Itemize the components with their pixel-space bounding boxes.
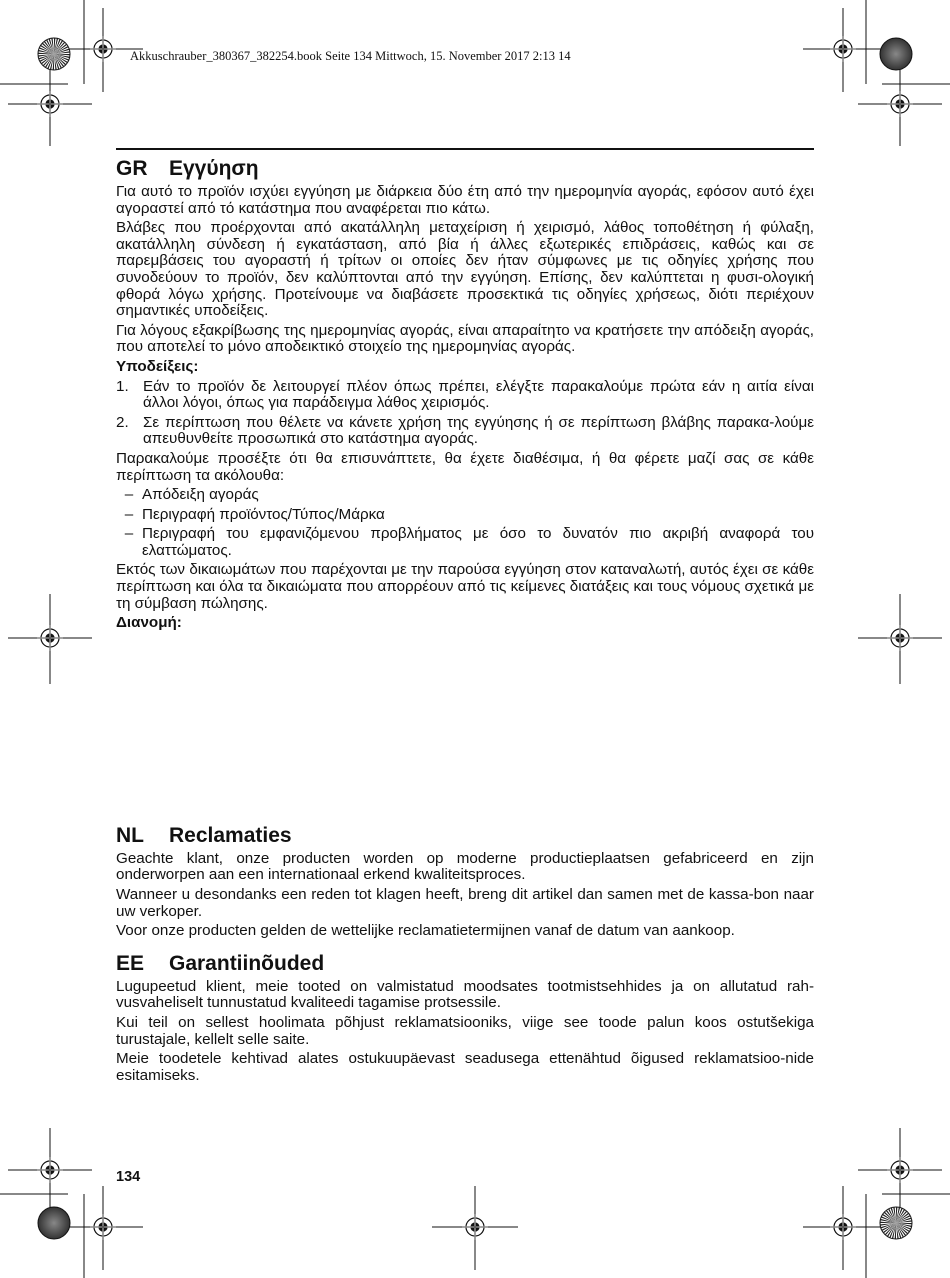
bullet-dash: – (124, 505, 134, 523)
distributor-heading: Διανομή: (116, 614, 182, 632)
section-heading (116, 951, 814, 977)
section-ee (116, 951, 814, 1085)
list-item (116, 526, 814, 559)
paragraph: Εκτός των δικαιωμάτων που παρέχονται με την παρούσα εγγύηση στον καταναλωτή, αυτός έχει σε κάθε περίπτωση και όλα τα δικαιώματα που απορρέουν από τις κείμενες διατάξεις και τους νόμους σχετικά με τη σύμβαση πώλησης. (116, 561, 814, 612)
paragraph: Βλάβες που προέρχονται από ακατάλληλη μεταχείριση ή χειρισμό, λάθος τοποθέτηση ή φύλαξη, ακατάλληλη σύνδεση ή εγκατάσταση, από βία ή άλλες εξωτερικές επιδράσεις, καθώς και σε παρεμβάσεις του αγοραστή ή τρίτων οι οποίες δεν ήταν σύμφωνες με τις οδηγίες χρήσης που συνοδεύουν το προϊόν, δεν καλύπτονται από την εγγύηση. Επίσης, δεν καλύπτεται η φυσι-ολογική φθορά λόγω χρήσης. Προτείνουμε να διαβάσετε προσεκτικά τις οδηγίες χρήσεως, διότι περιέχουν σημαντικές υποδείξεις. (116, 219, 814, 320)
list-text: Απόδειξη αγοράς (142, 486, 259, 504)
list-item (116, 415, 814, 448)
registration-mark (829, 35, 857, 63)
hints-heading: Υποδείξεις: (116, 357, 199, 375)
paragraph: Meie toodetele kehtivad alates ostukuupäevast seadusega ettenähtud õigused reklamatsioo-nide esitamiseks. (116, 1050, 814, 1084)
section-title: Garantiinõuded (169, 951, 325, 975)
paragraph: Για λόγους εξακρίβωσης της ημερομηνίας αγοράς, είναι απαραίτητο να κρατήσετε την απόδειξη αγοράς, που αποτελεί το μόνο αποδεικτικό στοιχείο της ημερομηνίας αγοράς. (116, 321, 814, 356)
bullet-dash: – (124, 525, 134, 543)
starburst-mark (880, 1207, 912, 1239)
language-code: GR (116, 157, 148, 180)
language-code: NL (116, 823, 144, 847)
registration-mark (829, 1213, 857, 1241)
list-text: Σε περίπτωση που θέλετε να κάνετε χρήση της εγγύησης ή σε περίπτωση βλάβης παρακα-λούμε απευθυνθείτε προσωπικά στο κατάστημα αγοράς. (143, 413, 814, 448)
hints-list (116, 379, 814, 448)
section-nl (116, 823, 814, 940)
starburst-mark (38, 38, 70, 70)
list-item (116, 379, 814, 412)
distributor-blank-space (116, 635, 814, 823)
list-number: 1. (116, 377, 129, 395)
registration-mark (886, 1156, 914, 1184)
registration-mark (89, 35, 117, 63)
registration-mark (36, 624, 64, 652)
section-spacer (116, 943, 814, 951)
section-heading (116, 156, 814, 182)
paragraph: Για αυτό το προϊόν ισχύει εγγύηση με διάρκεια δύο έτη από την ημερομηνία αγοράς, εφόσον αυτό έχει αγοραστεί από τό κατάστημα που αναφέρεται πιο κάτω. (116, 183, 814, 217)
list-number: 2. (116, 413, 129, 431)
color-dot-mark (880, 38, 912, 70)
paragraph: Voor onze producten gelden de wettelijke reclamatietermijnen vanaf de datum van aankoop. (116, 922, 735, 940)
registration-mark (89, 1213, 117, 1241)
list-text: Εάν το προϊόν δε λειτουργεί πλέον όπως πρέπει, ελέγξτε παρακαλούμε πρώτα εάν η αιτία είναι άλλοι λόγοι, όπως για παράδειγμα λάθος χειρισμός. (143, 377, 814, 412)
registration-mark (886, 624, 914, 652)
color-dot-mark (38, 1207, 70, 1239)
paragraph: Geachte klant, onze producten worden op moderne productieplaatsen gefabriceerd en zijn onderworpen aan een internationaal erkend kwaliteitsproces. (116, 849, 814, 884)
language-code: EE (116, 951, 145, 975)
paragraph: Kui teil on sellest hoolimata põhjust reklamatsiooniks, viige see toode palun koos ostutšekiga turustajale, kellelt selle saite. (116, 1014, 814, 1048)
list-text: Περιγραφή του εμφανιζόμενου προβλήματος με όσο το δυνατόν πιο ακριβή αναφορά του ελαττώματος. (142, 525, 814, 559)
paragraph: Lugupeetud klient, meie tooted on valmistatud moodsates tootmistsehhides ja on allutatud rah-vusvaheliselt tunnustatud kvaliteedi tagamise protsessile. (116, 977, 814, 1012)
section-title: Reclamaties (169, 823, 292, 847)
section-title: Εγγύηση (169, 157, 259, 180)
bullet-dash: – (124, 486, 134, 504)
bullet-list (116, 487, 814, 559)
registration-mark (36, 1156, 64, 1184)
page-content (116, 156, 814, 1087)
paragraph: Παρακαλούμε προσέξτε ότι θα επισυνάπτετε, θα έχετε διαθέσιμα, ή θα φέρετε μαζί σας σε κάθε περίπτωση τα ακόλουθα: (116, 449, 814, 484)
list-item (116, 507, 814, 524)
paragraph: Wanneer u desondanks een reden tot klagen heeft, breng dit artikel dan samen met de kassa-bon naar uw verkoper. (116, 886, 814, 920)
print-slug: Akkuschrauber_380367_382254.book Seite 134 Mittwoch, 15. November 2017 2:13 14 (130, 49, 571, 63)
list-text: Περιγραφή προϊόντος/Τύπος/Μάρκα (142, 505, 385, 523)
page-number: 134 (116, 1169, 141, 1185)
top-rule (116, 148, 814, 150)
list-item (116, 487, 814, 504)
section-gr (116, 156, 814, 632)
registration-mark (36, 90, 64, 118)
registration-mark (461, 1213, 489, 1241)
registration-mark (886, 90, 914, 118)
section-heading (116, 823, 814, 849)
